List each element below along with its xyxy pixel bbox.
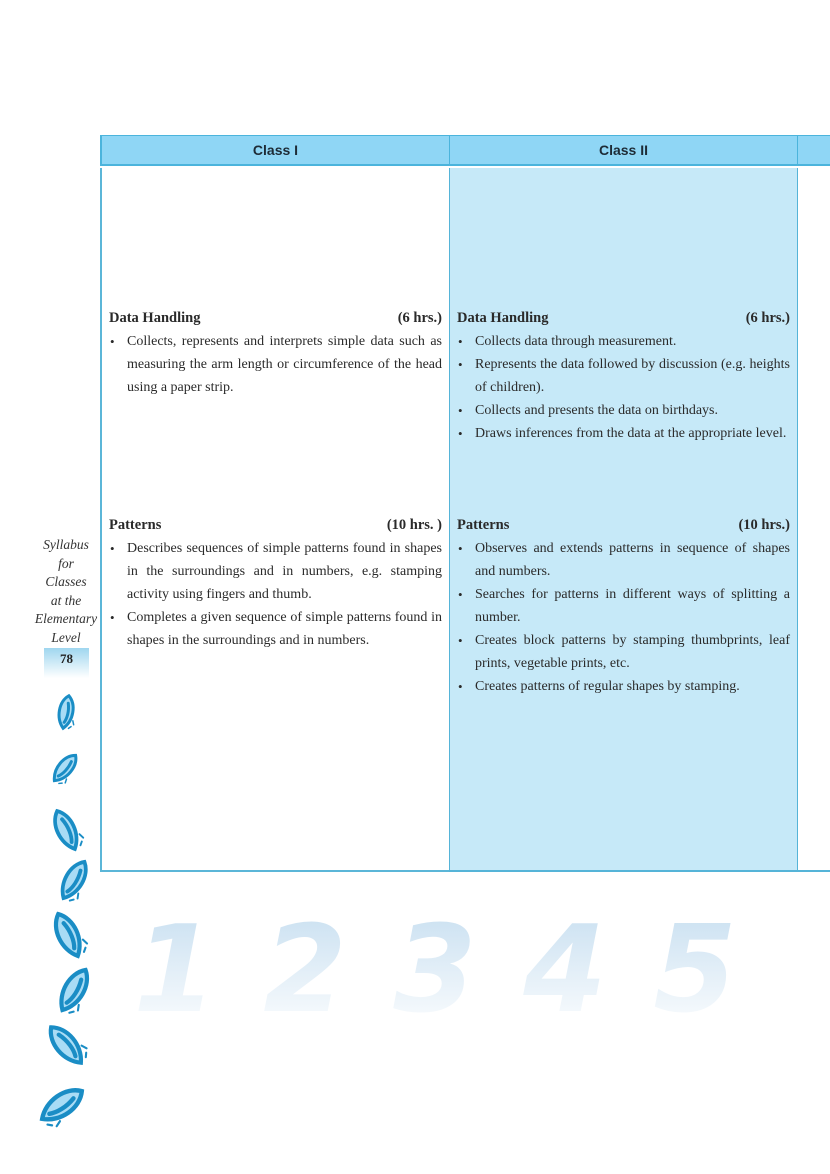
- list-item: • Describes sequences of simple patterns found in shapes in the surroundings and in numbers, e.g. stamping activity using fingers and thumb.: [109, 537, 442, 606]
- column-class-2: [449, 168, 798, 872]
- section-hours: (10 hrs. ): [386, 517, 442, 533]
- list-item: • Observes and extends patterns in sequence of shapes and numbers.: [457, 537, 790, 583]
- syllabus-table: [100, 135, 830, 872]
- section-title: Patterns: [457, 517, 510, 533]
- section-patterns: [109, 514, 442, 652]
- list-item: • Draws inferences from the data at the appropriate level.: [457, 422, 790, 445]
- caption-line: Elementary: [34, 611, 98, 626]
- header-class-3: [798, 135, 830, 166]
- list-item: • Creates block patterns by stamping thumbprints, leaf prints, vegetable prints, etc.: [457, 629, 790, 675]
- list-item: • Collects data through measurement.: [457, 330, 790, 353]
- caption-line: Syllabus: [43, 537, 89, 552]
- section-title: Data Handling: [457, 310, 549, 326]
- section-hours: (10 hrs.): [738, 517, 790, 533]
- list-item: • Collects, represents and interprets simple data such as measuring the arm length or circumference of the head using a paper strip.: [109, 330, 442, 399]
- caption-line: Level: [51, 629, 81, 645]
- column-class-3: [798, 168, 830, 872]
- caption-line: for: [58, 555, 74, 571]
- list-item: • Completes a given sequence of simple patterns found in shapes in the surroundings and in numbers.: [109, 606, 442, 652]
- sidebar-caption: [28, 536, 104, 647]
- section-data-handling: [457, 307, 790, 445]
- watermark-digits: [110, 900, 760, 1040]
- caption-line: Classes: [45, 574, 87, 589]
- section-hours: (6 hrs.): [745, 310, 790, 326]
- leaf-icon: [30, 690, 100, 1140]
- watermark-digit: 3: [393, 900, 477, 1040]
- section-hours: (6 hrs.): [397, 310, 442, 326]
- section-patterns: [457, 514, 790, 698]
- list-item: • Searches for patterns in different ways of splitting a number.: [457, 583, 790, 629]
- caption-line: at the: [50, 592, 82, 608]
- header-class-2: Class II: [449, 135, 798, 166]
- watermark-digit: 1: [133, 900, 217, 1040]
- column-class-1: [100, 168, 449, 872]
- header-class-1: Class I: [100, 135, 449, 166]
- list-item: • Represents the data followed by discussion (e.g. heights of children).: [457, 353, 790, 399]
- watermark-digit: 2: [263, 900, 347, 1040]
- section-title: Data Handling: [109, 310, 201, 326]
- watermark-digit: 5: [653, 900, 737, 1040]
- page-number: 78: [44, 648, 89, 678]
- section-title: Patterns: [109, 517, 162, 533]
- list-item: • Creates patterns of regular shapes by stamping.: [457, 675, 790, 698]
- watermark-digit: 4: [523, 900, 607, 1040]
- list-item: • Collects and presents the data on birthdays.: [457, 399, 790, 422]
- section-data-handling: [109, 307, 442, 399]
